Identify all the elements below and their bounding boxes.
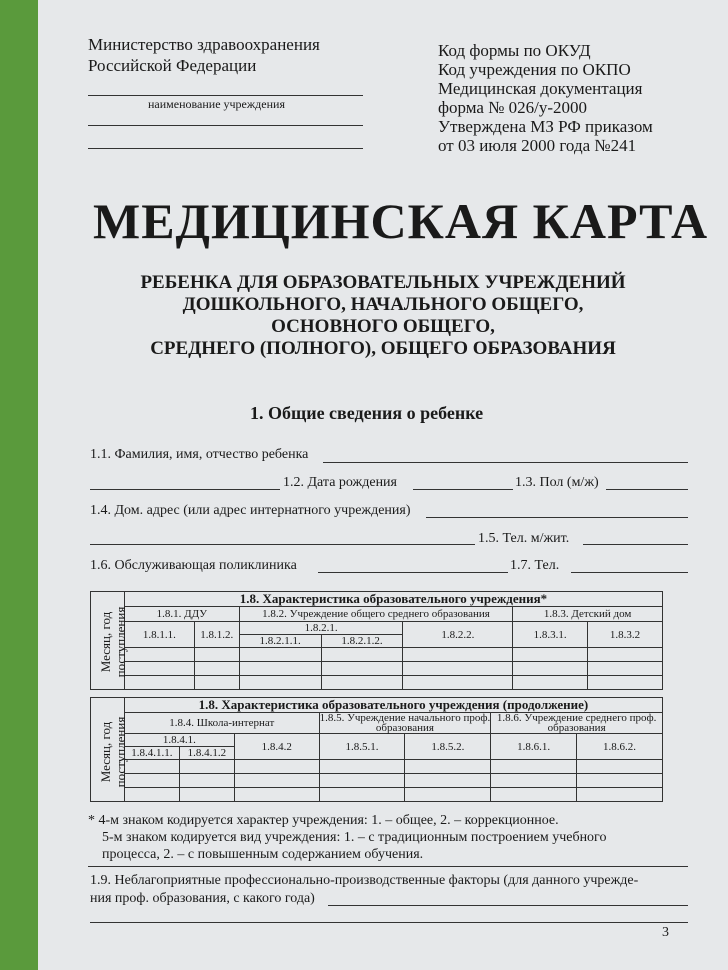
table1-cell[interactable] (513, 662, 588, 676)
field-birthdate-label: 1.2. Дата рождения (283, 475, 397, 490)
ministry-line1: Министерство здравоохранения (88, 35, 320, 54)
field-factors-label: 1.9. Неблагоприятные профессионально-производственные факторы (для данного учрежде- (90, 873, 639, 888)
table2-cell[interactable] (124, 788, 179, 802)
section-heading: 1. Общие сведения о ребенке (250, 403, 484, 423)
field-clinic-line[interactable] (318, 572, 508, 573)
table2-1842: 1.8.4.2 (234, 734, 319, 760)
table1-1811: 1.8.1.1. (124, 622, 194, 648)
page-number: 3 (662, 925, 669, 940)
main-title: МЕДИЦИНСКАЯ КАРТА (93, 193, 709, 249)
table2-cell[interactable] (405, 760, 491, 774)
field-fullname-line[interactable] (323, 462, 688, 463)
table2-1851: 1.8.5.1. (319, 734, 405, 760)
subtitle-2: ДОШКОЛЬНОГО, НАЧАЛЬНОГО ОБЩЕГО, (182, 294, 584, 315)
table2-vocational-secondary: 1.8.6. Учреждение среднего проф. образования (491, 713, 663, 734)
note-3: процесса, 2. – с повышенным содержанием обучения. (102, 847, 424, 862)
table2-cell[interactable] (319, 788, 405, 802)
table1-cell[interactable] (194, 662, 239, 676)
table2-cell[interactable] (179, 788, 234, 802)
ministry-line2: Российской Федерации (88, 56, 257, 75)
table2-1852: 1.8.5.2. (405, 734, 491, 760)
table2-cell[interactable] (319, 774, 405, 788)
field-clinic-label: 1.6. Обслуживающая поликлиника (90, 558, 297, 573)
table2-cell[interactable] (179, 774, 234, 788)
table1-cell[interactable] (513, 676, 588, 690)
table2-cell[interactable] (491, 788, 577, 802)
table2-cell[interactable] (319, 760, 405, 774)
table2-cell[interactable] (491, 760, 577, 774)
table2-vocational-primary: 1.8.5. Учреждение начального проф. образования (319, 712, 491, 734)
table2-1862: 1.8.6.2. (577, 734, 663, 760)
field-sex-line[interactable] (606, 489, 688, 490)
table2-cell[interactable] (234, 760, 319, 774)
table1-cell[interactable] (194, 648, 239, 662)
table1-1832: 1.8.3.2 (588, 622, 663, 648)
table1-cell[interactable] (321, 676, 403, 690)
table2-cell[interactable] (234, 788, 319, 802)
order-date: от 03 июля 2000 года №241 (438, 136, 637, 155)
table2-cell[interactable] (124, 760, 179, 774)
table1-cell[interactable] (239, 676, 321, 690)
field-fullname-line-2[interactable] (90, 489, 280, 490)
field-address-label: 1.4. Дом. адрес (или адрес интернатного учреждения) (90, 503, 411, 518)
table2-cell[interactable] (491, 774, 577, 788)
table1-cell[interactable] (194, 676, 239, 690)
note-2: 5-м знаком кодируется вид учреждения: 1. – с традиционным построением учебного (102, 830, 607, 845)
table1-cell[interactable] (124, 676, 194, 690)
institution-line (88, 95, 363, 96)
table1-cell[interactable] (588, 676, 663, 690)
table1-cell[interactable] (239, 662, 321, 676)
field-birthdate-line[interactable] (413, 489, 513, 490)
table1-cell[interactable] (403, 676, 513, 690)
table1-cell[interactable] (239, 648, 321, 662)
table2-side-label: Месяц, год поступления (98, 716, 128, 788)
table2-18412: 1.8.4.1.2 (179, 747, 234, 760)
table1-1812: 1.8.1.2. (194, 622, 239, 648)
institution-line-2 (88, 125, 363, 126)
subtitle-4: СРЕДНЕГО (ПОЛНОГО), ОБЩЕГО ОБРАЗОВАНИЯ (150, 338, 616, 359)
field-factors-line[interactable] (328, 905, 688, 906)
table2-cell[interactable] (179, 760, 234, 774)
table1-18212: 1.8.2.1.2. (321, 635, 403, 648)
institution-line-3 (88, 148, 363, 149)
note-1: * 4-м знаком кодируется характер учреждения: 1. – общее, 2. – коррекционное. (88, 813, 559, 828)
table2-cell[interactable] (577, 760, 663, 774)
institution-table-1 (90, 591, 663, 690)
table1-cell[interactable] (403, 648, 513, 662)
field-clinic-phone-label: 1.7. Тел. (510, 558, 560, 573)
table2-cell[interactable] (577, 774, 663, 788)
table2-cell[interactable] (405, 788, 491, 802)
table2-1841: 1.8.4.1. (124, 734, 234, 747)
table1-cell[interactable] (321, 648, 403, 662)
table2-cell[interactable] (124, 774, 179, 788)
approved-by: Утверждена МЗ РФ приказом (438, 117, 653, 136)
table2-18411: 1.8.4.1.1. (124, 747, 179, 760)
field-phone-label: 1.5. Тел. м/жит. (478, 531, 570, 546)
table2-boarding-school: 1.8.4. Школа-интернат (124, 713, 319, 734)
field-factors-label-2: ния проф. образования, с какого года) (90, 891, 315, 906)
table1-1822: 1.8.2.2. (403, 622, 513, 648)
field-phone-line[interactable] (583, 544, 688, 545)
table2-title: 1.8. Характеристика образовательного учреждения (продолжение) (124, 698, 662, 713)
field-fullname-label: 1.1. Фамилия, имя, отчество ребенка (90, 447, 309, 462)
form-number: форма № 026/у-2000 (438, 98, 588, 117)
field-address-line[interactable] (426, 517, 688, 518)
institution-caption: наименование учреждения (148, 97, 285, 111)
subtitle-1: РЕБЕНКА ДЛЯ ОБРАЗОВАТЕЛЬНЫХ УЧРЕЖДЕНИЙ (140, 272, 626, 293)
med-doc: Медицинская документация (438, 79, 643, 98)
document-page (38, 0, 728, 970)
table1-cell[interactable] (588, 648, 663, 662)
table1-cell[interactable] (403, 662, 513, 676)
table2-cell[interactable] (405, 774, 491, 788)
table2-1861: 1.8.6.1. (491, 734, 577, 760)
subtitle-3: ОСНОВНОГО ОБЩЕГО, (271, 316, 495, 337)
divider (88, 866, 688, 867)
institution-table-2 (90, 697, 663, 802)
table1-side-label: Месяц, год поступления (98, 606, 128, 678)
table1-cell[interactable] (588, 662, 663, 676)
table1-title: 1.8. Характеристика образовательного учреждения* (124, 592, 662, 607)
table2-cell[interactable] (234, 774, 319, 788)
table2-cell[interactable] (577, 788, 663, 802)
table1-cell[interactable] (124, 648, 194, 662)
table1-ddu: 1.8.1. ДДУ (124, 607, 239, 622)
table1-cell[interactable] (321, 662, 403, 676)
table1-cell[interactable] (124, 662, 194, 676)
okud-code: Код формы по ОКУД (438, 41, 591, 60)
okpo-code: Код учреждения по ОКПО (438, 60, 631, 79)
table1-cell[interactable] (513, 648, 588, 662)
table1-1821: 1.8.2.1. (239, 622, 403, 635)
field-factors-line-2[interactable] (90, 922, 688, 923)
field-sex-label: 1.3. Пол (м/ж) (515, 475, 599, 490)
table1-general-school: 1.8.2. Учреждение общего среднего образования (239, 607, 513, 622)
table1-18211: 1.8.2.1.1. (239, 635, 321, 648)
table1-orphanage: 1.8.3. Детский дом (513, 607, 663, 622)
field-clinic-phone-line[interactable] (571, 572, 688, 573)
field-address-line-2[interactable] (90, 544, 475, 545)
table1-1831: 1.8.3.1. (513, 622, 588, 648)
